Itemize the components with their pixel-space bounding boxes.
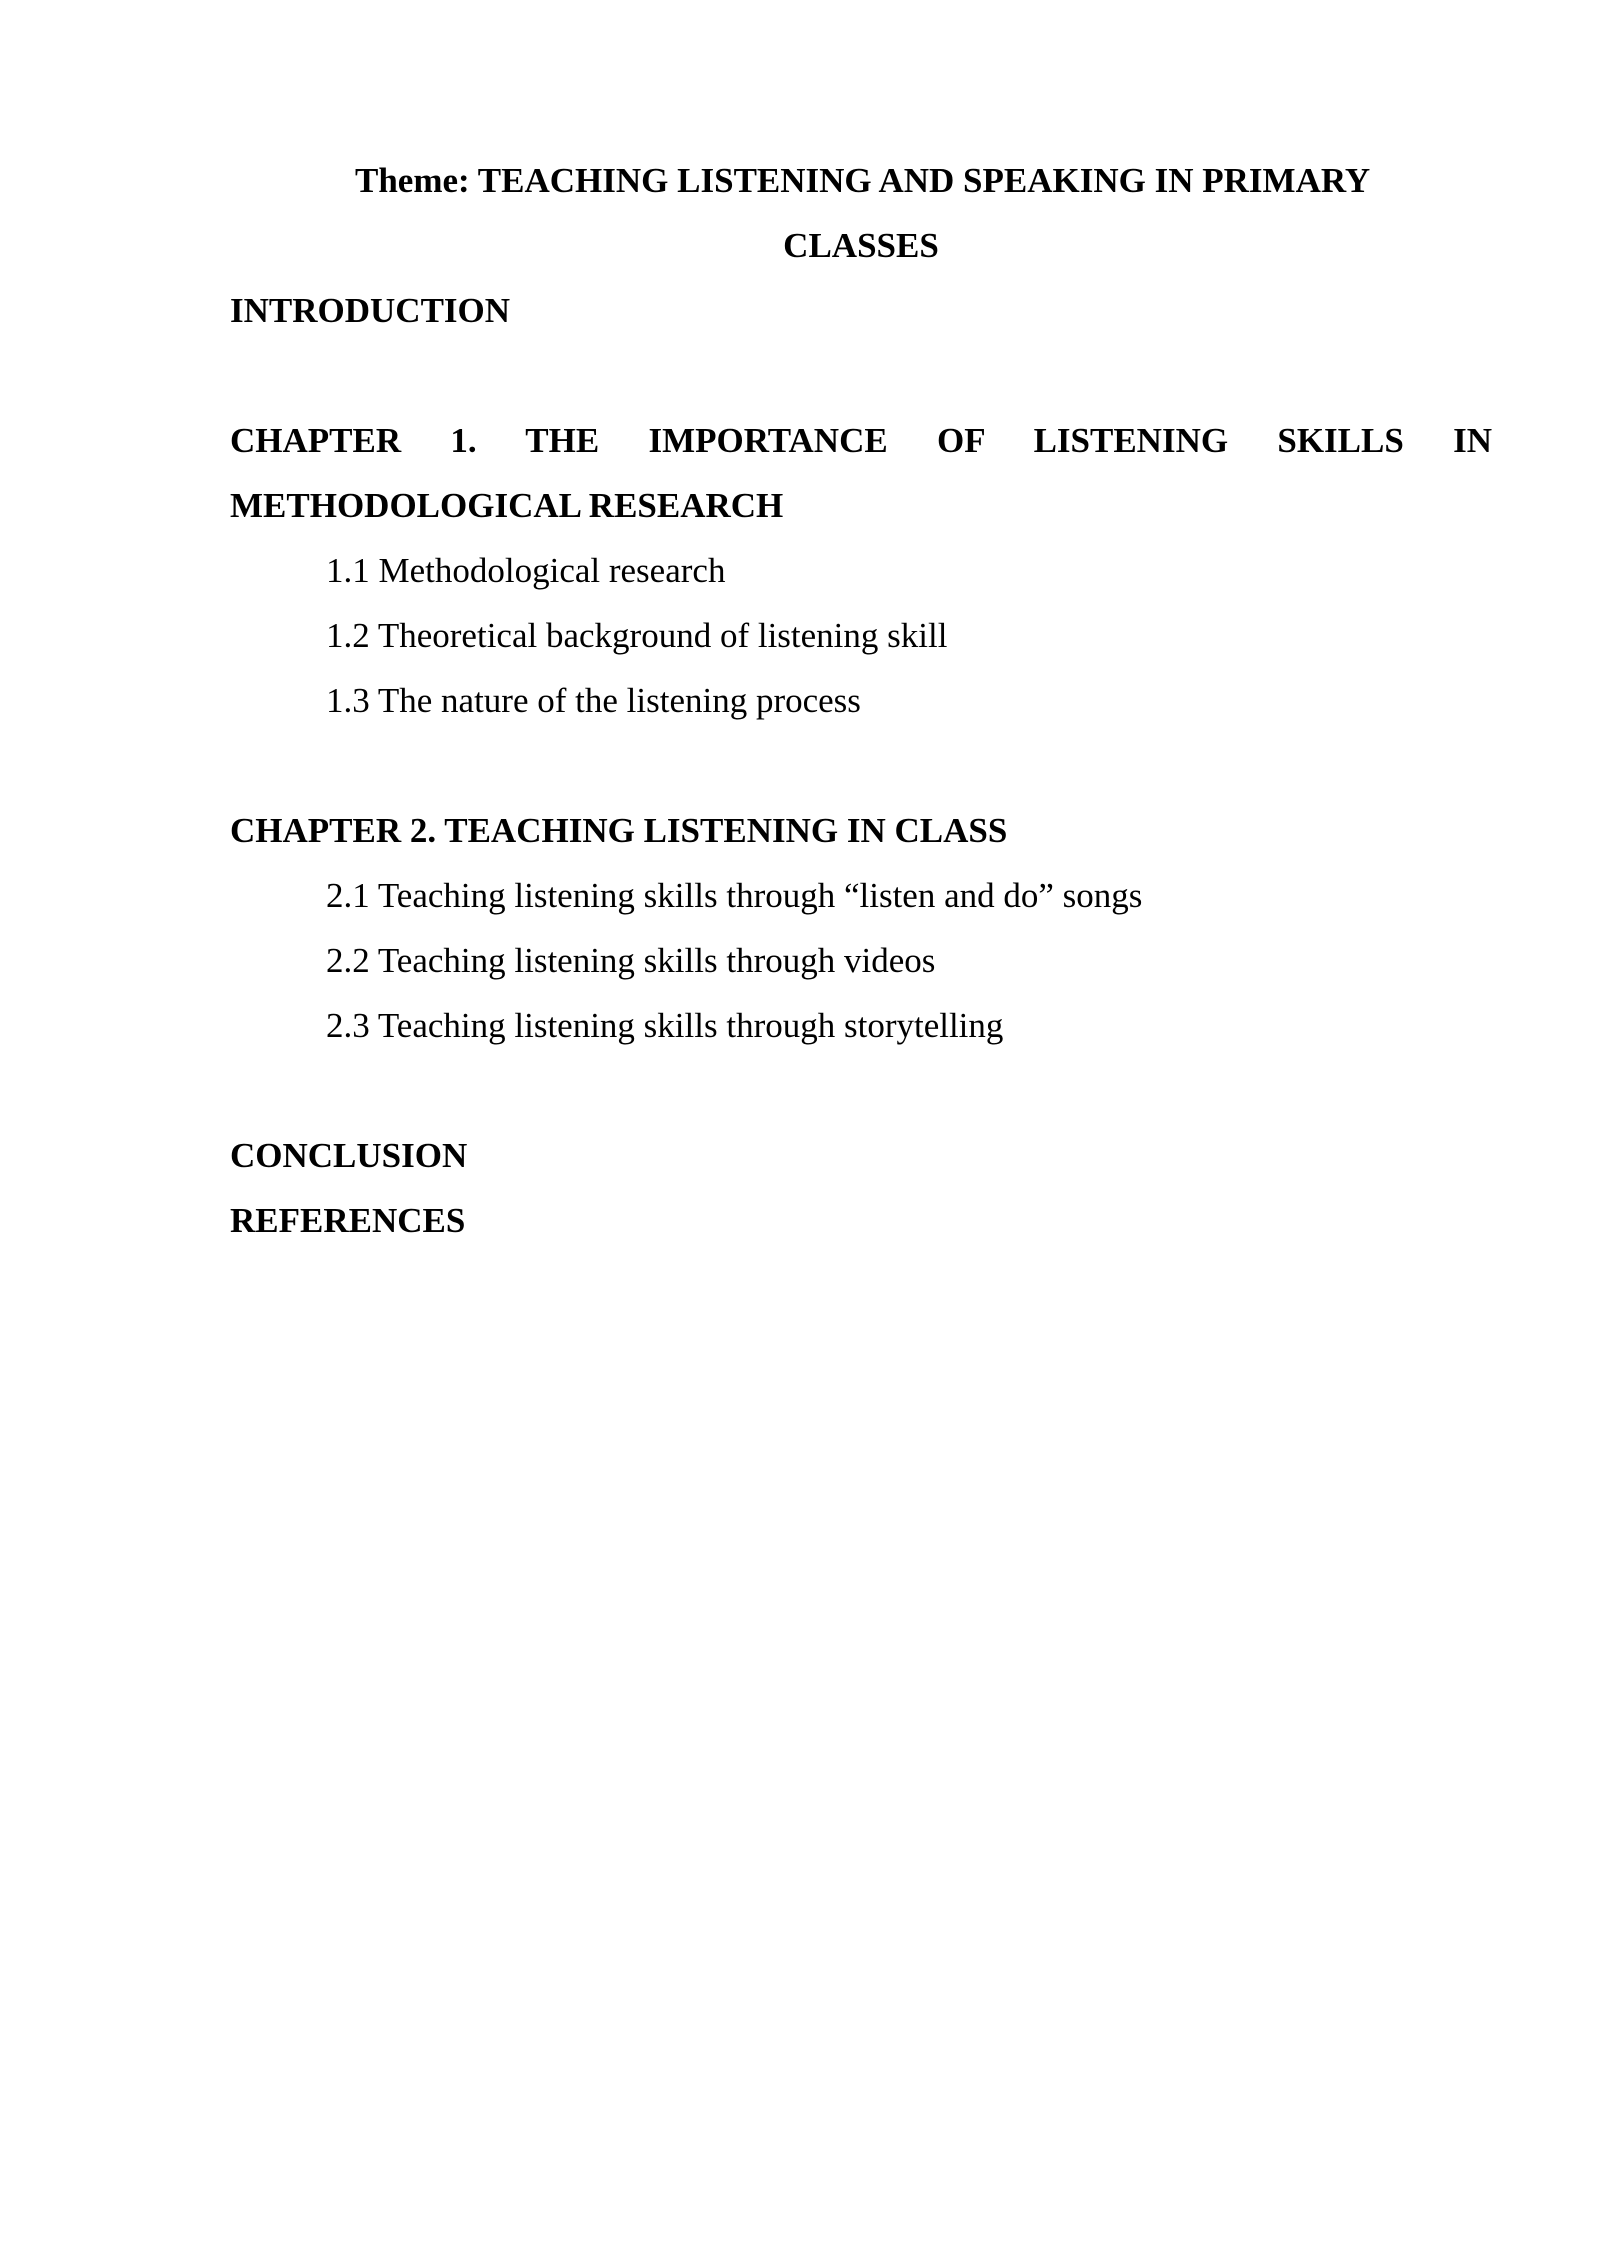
table-of-contents [230,148,1492,1253]
spacer [230,733,1492,798]
conclusion-heading: CONCLUSION [230,1136,468,1175]
chapter-1-heading-line-2: METHODOLOGICAL RESEARCH [230,486,784,525]
chapter-2-heading: CHAPTER 2. TEACHING LISTENING IN CLASS [230,811,1008,850]
document-title-line-1: Theme: TEACHING LISTENING AND SPEAKING IN PRIMARY [355,161,1371,200]
spacer [230,343,1492,408]
document-title-line-2: CLASSES [783,226,939,265]
section-1-3: 1.3 The nature of the listening process [326,681,861,720]
chapter-1-heading-line-1: CHAPTER 1. THE IMPORTANCE OF LISTENING SKILLS IN [230,421,1492,460]
references-heading: REFERENCES [230,1201,466,1240]
introduction-heading: INTRODUCTION [230,291,511,330]
section-2-2: 2.2 Teaching listening skills through videos [326,941,936,980]
section-1-2: 1.2 Theoretical background of listening skill [326,616,948,655]
section-2-1: 2.1 Teaching listening skills through “listen and do” songs [326,876,1143,915]
section-2-3: 2.3 Teaching listening skills through storytelling [326,1006,1004,1045]
section-1-1: 1.1 Methodological research [326,551,726,590]
spacer [230,1058,1492,1123]
